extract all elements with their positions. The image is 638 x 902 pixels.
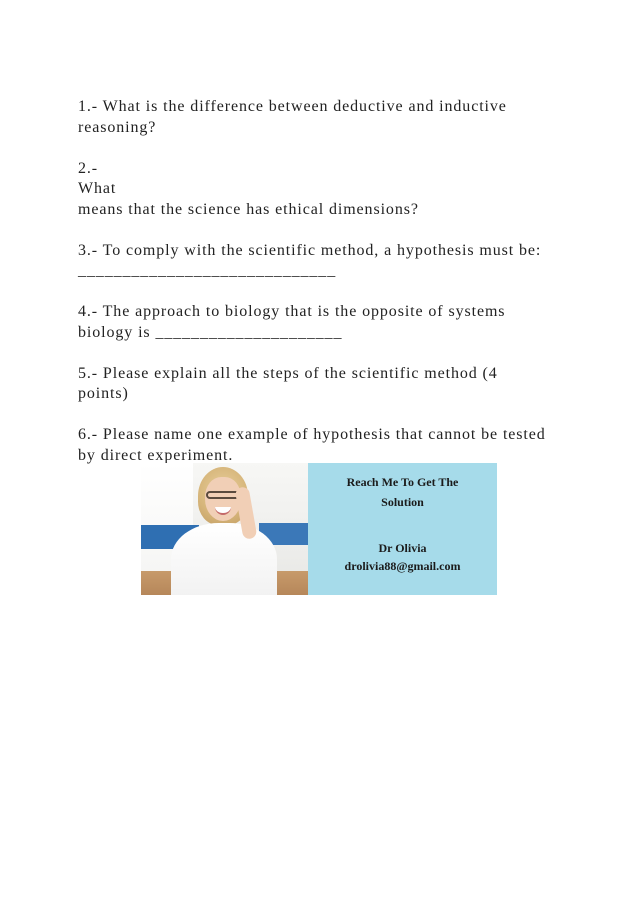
question-3-line-1: 3.- To comply with the scientific method, a hypothesis must be: [78,241,542,259]
question-3 [78,241,568,282]
question-3-blank: _____________________________ [78,262,337,279]
question-6-line-1: 6.- Please name one example of hypothesis that cannot be tested [78,426,546,443]
banner-headline: Reach Me To Get The [346,475,459,489]
banner-text-panel [308,463,497,595]
question-1-line-2: reasoning? [78,118,157,136]
banner-name: Dr Olivia [378,541,427,555]
question-2 [78,159,568,221]
question-1-line-1: 1.- What is the difference between deductive and inductive [78,98,507,115]
question-4-line-2: biology is _____________________ [78,323,343,341]
question-2-line-3: means that the science has ethical dimensions? [78,200,419,218]
question-2-line-1: 2.- [78,159,99,177]
banner-headline-2: Solution [381,495,424,509]
question-6 [78,425,568,466]
banner-photo [141,463,308,595]
question-list [78,97,568,487]
banner-email[interactable]: drolivia88@gmail.com [344,559,461,573]
contact-banner[interactable] [141,463,497,595]
photo-body [171,523,277,595]
question-4-line-1: 4.- The approach to biology that is the opposite of systems [78,303,506,320]
question-5-line-2: points) [78,385,129,402]
question-2-line-2: What [78,180,117,197]
question-6-line-2: by direct experiment. [78,446,234,464]
question-5 [78,364,568,405]
question-4 [78,302,568,343]
question-1 [78,97,568,138]
question-5-line-1: 5.- Please explain all the steps of the scientific method (4 [78,364,498,382]
